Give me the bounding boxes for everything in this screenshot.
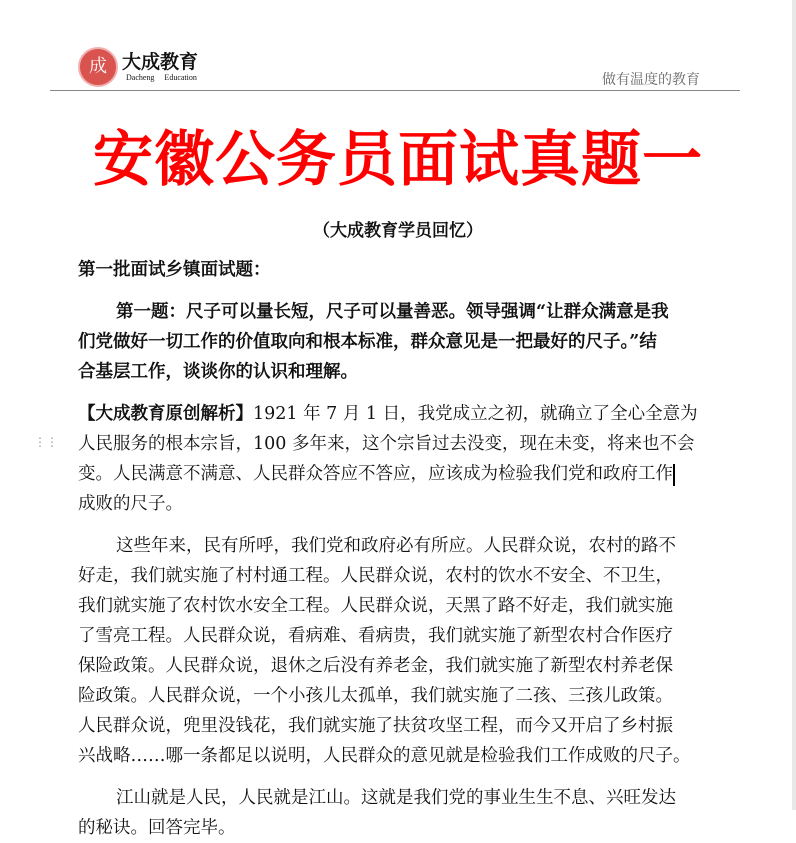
question-line: 合基层工作，谈谈你的认识和理解。	[78, 362, 358, 382]
paragraph-line: 江山就是人民，人民就是江山。这就是我们党的事业生生不息、兴旺发达	[116, 788, 676, 808]
paragraph-line: 我们就实施了农村饮水安全工程。人民群众说，天黑了路不好走，我们就实施	[78, 596, 673, 616]
document-title: 安徽公务员面试真题一	[93, 125, 703, 195]
paragraph-line: 兴战略……哪一条都足以说明，人民群众的意见就是检验我们工作成败的尺子。	[78, 746, 691, 766]
paragraph-line: 保险政策。人民群众说，退休之后没有养老金，我们就实施了新型农村养老保	[78, 656, 673, 676]
paragraph-line: 好走，我们就实施了村村通工程。人民群众说，农村的饮水不安全、不卫生，	[78, 566, 673, 586]
paragraph-line: 了雪亮工程。人民群众说，看病难、看病贵，我们就实施了新型农村合作医疗	[78, 626, 673, 646]
analysis-line: 变。人民满意不满意、人民群众答应不答应，应该成为检验我们党和政府工作	[78, 464, 673, 484]
paragraph-line: 人民群众说，兜里没钱花，我们就实施了扶贫攻坚工程，而今又开启了乡村振	[78, 716, 673, 736]
header-slogan: 做有温度的教育	[602, 72, 700, 88]
brand-english: Dacheng Education	[126, 73, 197, 82]
text-cursor	[673, 464, 675, 486]
analysis-line: 成败的尺子。	[78, 494, 183, 514]
paragraph-line: 险政策。人民群众说，一个小孩儿太孤单，我们就实施了二孩、三孩儿政策。	[78, 686, 673, 706]
document-subtitle: （大成教育学员回忆）	[313, 221, 483, 241]
drag-handle-icon[interactable]: ⋮⋮	[34, 435, 58, 449]
logo-icon: 成	[78, 47, 118, 87]
page-header	[50, 45, 740, 91]
question-line: 第一题：尺子可以量长短，尺子可以量善恶。领导强调“让群众满意是我	[116, 302, 669, 322]
paragraph-line: 的秘诀。回答完毕。	[78, 818, 236, 838]
analysis-line: 人民服务的根本宗旨，100 多年来，这个宗旨过去没变，现在未变，将来也不会	[78, 434, 695, 454]
paragraph-line: 这些年来，民有所呼，我们党和政府必有所应。人民群众说，农村的路不	[116, 536, 676, 556]
analysis-line: 【大成教育原创解析】1921 年 7 月 1 日，我党成立之初，就确立了全心全意为	[78, 404, 698, 424]
brand-name: 大成教育	[122, 51, 199, 73]
document-body	[78, 255, 728, 843]
question-line: 们党做好一切工作的价值取向和根本标准，群众意见是一把最好的尺子。”结	[78, 332, 657, 352]
section-heading: 第一批面试乡镇面试题：	[78, 260, 271, 280]
analysis-label: 【大成教育原创解析】	[78, 404, 253, 424]
